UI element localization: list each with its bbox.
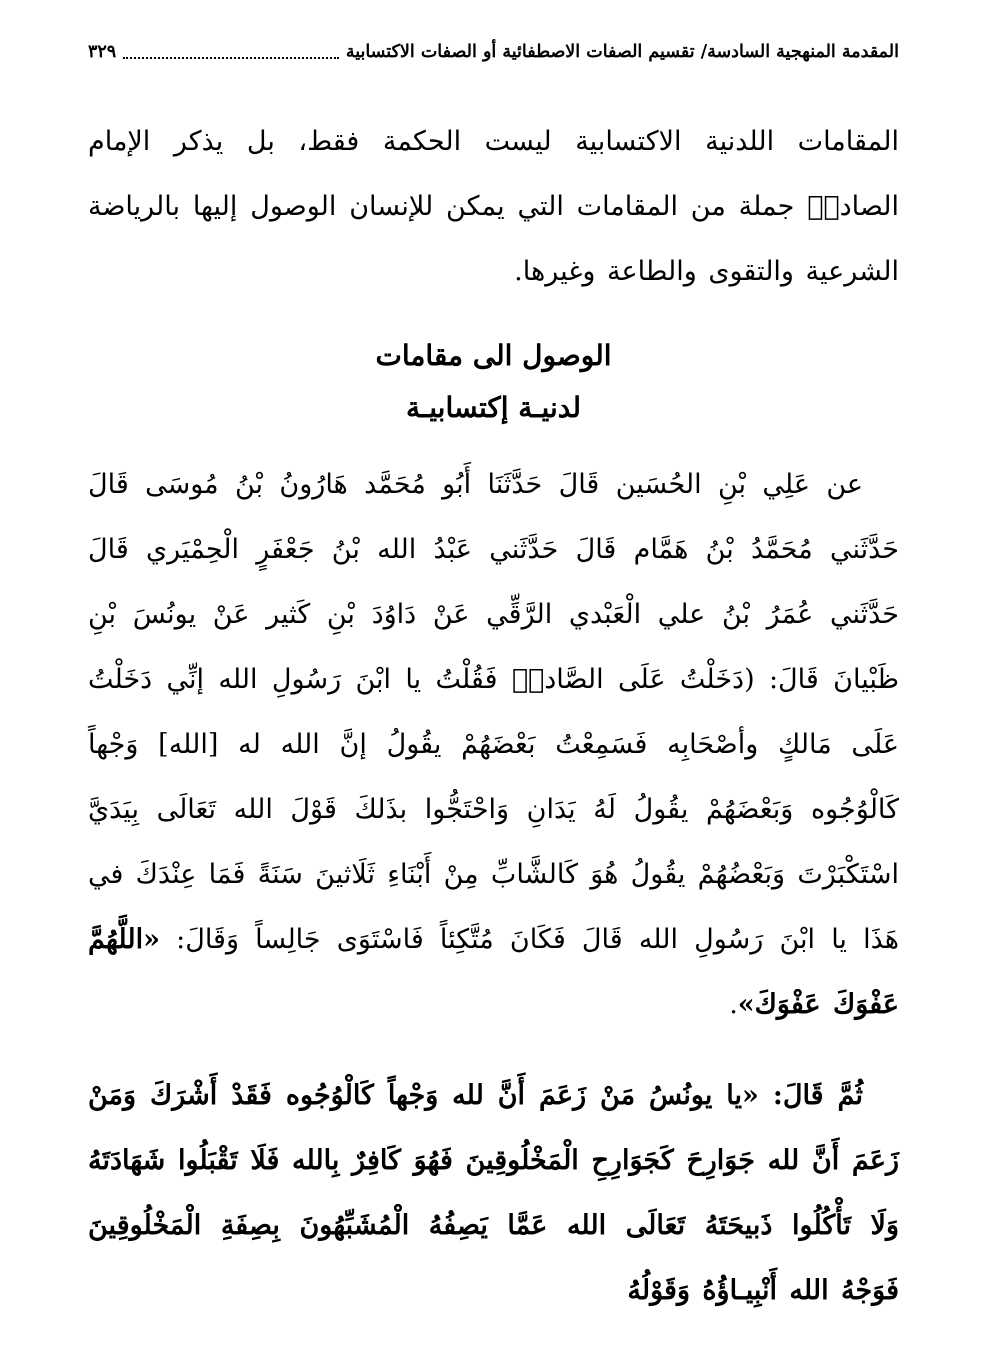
page-header xyxy=(88,42,899,63)
dua-quote: «اللَّهُمَّ عَفْوَكَ عَفْوَكَ» xyxy=(88,924,899,1020)
final-paragraph-text: ثُمَّ قَالَ: «يا يونُسُ مَنْ زَعَمَ أَنَّ لله وَجْهاً كَالْوُجُوه فَقَدْ أَشْرَكَ وَمَنْ زَعَمَ أَنَّ لله جَوَارِحَ كَجَوَارِحِ الْمَخْلُوقِينَ فَهُوَ كَافِرٌ بِالله فَلَا تَقْبَلُوا شَهَادَتَهُ وَلَا تَأْكُلُوا ذَبيحَتَهُ تَعَالَى الله عَمَّا يَصِفُهُ الْمُشَبِّهُونَ بِصِفَةِ الْمَخْلُوقِينَ فَوَجْهُ الله أَنْبِيـاؤُهُ وَقَوْلُهُ xyxy=(88,1080,899,1306)
section-heading-line2: لدنيـة إكتسابيـة xyxy=(406,391,581,424)
dotted-leader xyxy=(123,57,339,59)
section-heading-line1: الوصول الى مقامات xyxy=(375,339,612,372)
hadith-paragraph xyxy=(88,452,899,1037)
intro-paragraph-text: المقامات اللدنية الاكتسابية ليست الحكمة فقط، بل يذكر الإمام الصادقؑ جملة من المقامات التي يمكن للإنسان الوصول إليها بالرياضة الشرعية والتقوى والطاعة وغيرها. xyxy=(88,126,899,287)
running-head-title: المقدمة المنهجية السادسة/ تقسيم الصفات الاصطفائية أو الصفات الاكتسابية xyxy=(345,42,899,62)
page-number: ٣٢٩ xyxy=(88,42,117,62)
section-heading xyxy=(88,330,899,434)
final-paragraph xyxy=(88,1063,899,1323)
hadith-paragraph-suffix: . xyxy=(729,989,738,1020)
hadith-paragraph-text: عن عَلِي بْنِ الحُسَين قَالَ حَدَّثَنَا أَبُو مُحَمَّد هَارُونُ بْنُ مُوسَى قَالَ حَدَّثَني مُحَمَّدُ بْنُ هَمَّام قَالَ حَدَّثَني عَبْدُ الله بْنُ جَعْفَرٍ الْحِمْيَري قَالَ حَدَّثَني عُمَرُ بْنُ علي الْعَبْدي الرَّقِّي عَنْ دَاوُدَ بْنِ كَثير عَنْ يونُسَ بْنِ ظَبْيانَ قَالَ: (دَخَلْتُ عَلَى الصَّادقؑ فَقُلْتُ يا ابْنَ رَسُولِ الله إنِّي دَخَلْتُ عَلَى مَالكٍ وأصْحَابِه فَسَمِعْتُ بَعْضَهُمْ يقُولُ إنَّ الله له [الله] وَجْهاً كَالْوُجُوه وَبَعْضَهُمْ يقُولُ لَهُ يَدَانِ وَاحْتَجُّوا بذَلكَ قَوْلَ الله تَعَالَى بِيَدَيَّ اسْتَكْبَرْتَ وَبَعْضُهُمْ يقُولُ هُوَ كَالشَّابِّ مِنْ أَبْنَاءِ ثَلَاثينَ سَنَةً فَمَا عِنْدَكَ في هَذَا يا ابْنَ رَسُولِ الله قَالَ فَكَانَ مُتَّكِئاً فَاسْتَوَى جَالِساً وَقَالَ: xyxy=(88,469,899,955)
intro-paragraph xyxy=(88,109,899,304)
